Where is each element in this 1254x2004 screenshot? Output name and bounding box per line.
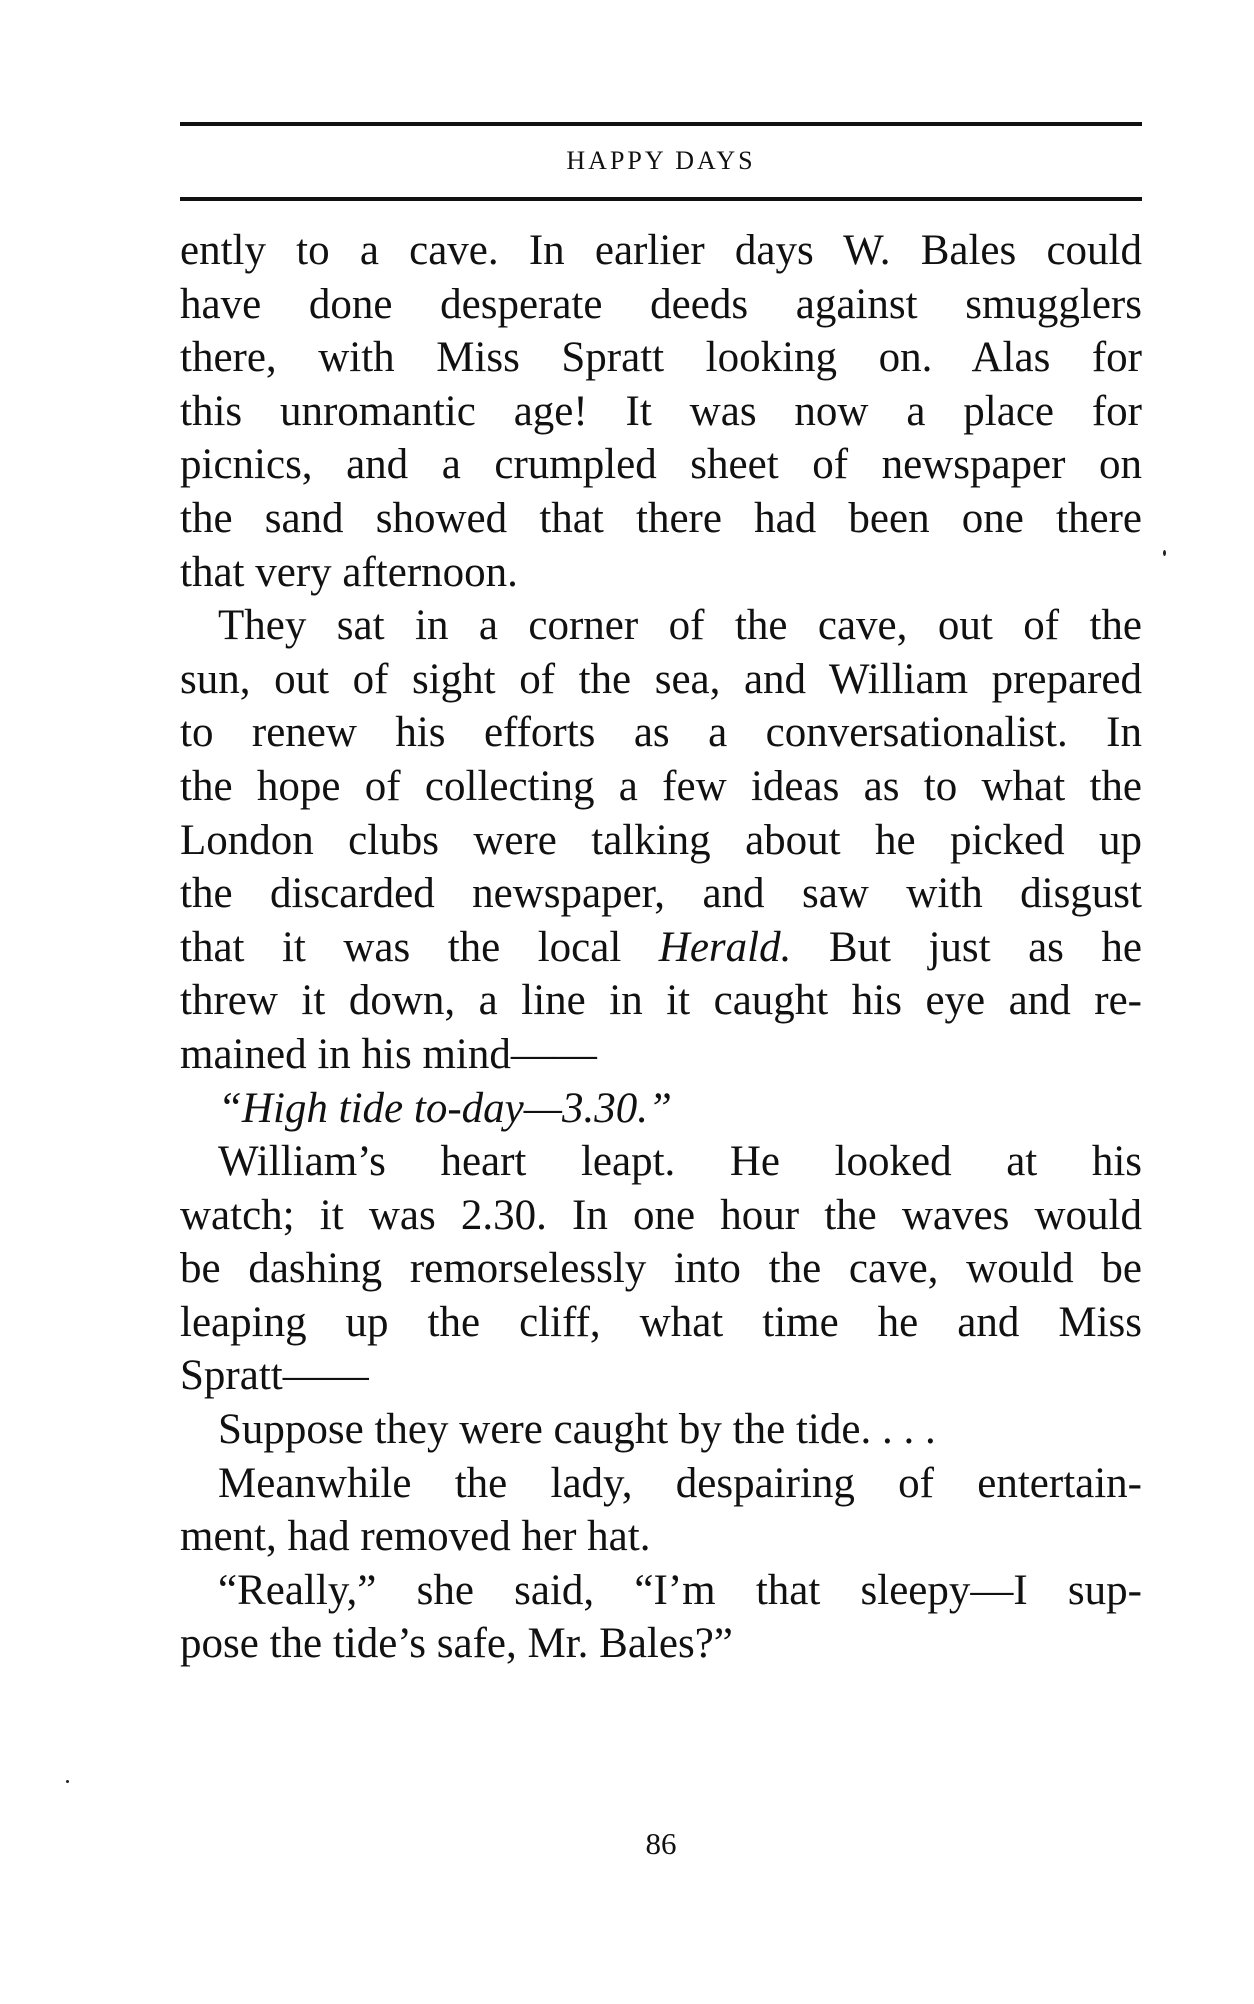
- ink-speck: [66, 1780, 69, 1783]
- text-line: sun, out of sight of the sea, and William prepared: [180, 655, 1142, 703]
- text-line: that it was the local Herald. But just as he: [180, 923, 1142, 971]
- text-line: “Really,” she said, “I’m that sleepy—I sup-: [218, 1566, 1142, 1614]
- text-line: this unromantic age! It was now a place for: [180, 387, 1142, 435]
- text-line: threw it down, a line in it caught his eye and re-: [180, 977, 1142, 1025]
- quoted-headline: “High tide to-day—3.30.”: [218, 1084, 672, 1132]
- text-line: have done desperate deeds against smugglers: [180, 280, 1142, 328]
- text-line: watch; it was 2.30. In one hour the waves would: [180, 1191, 1142, 1239]
- page-number: 86: [645, 1826, 677, 1861]
- text-line: that very afternoon.: [180, 548, 518, 596]
- text-line: ently to a cave. In earlier days W. Bales could: [180, 227, 1142, 274]
- text-line: Spratt——: [180, 1352, 369, 1400]
- text-line: picnics, and a crumpled sheet of newspaper on: [180, 441, 1142, 489]
- text-line: William’s heart leapt. He looked at his: [218, 1138, 1142, 1186]
- header-top-rule: [180, 122, 1142, 126]
- ink-speck: [1163, 550, 1166, 556]
- text-line: ment, had removed her hat.: [180, 1513, 651, 1561]
- running-head: HAPPY DAYS: [566, 146, 756, 175]
- text-line: Suppose they were caught by the tide. . . .: [218, 1406, 936, 1454]
- body-text: [180, 224, 1142, 1671]
- header-bottom-rule: [180, 197, 1142, 201]
- text-line: [180, 1082, 1142, 1136]
- text-line: there, with Miss Spratt looking on. Alas for: [180, 334, 1142, 382]
- text-line: the hope of collecting a few ideas as to what the: [180, 762, 1142, 810]
- text-line: pose the tide’s safe, Mr. Bales?”: [180, 1620, 733, 1668]
- newspaper-title: Herald.: [658, 923, 792, 971]
- text-line: the sand showed that there had been one there: [180, 494, 1142, 542]
- text-line: Meanwhile the lady, despairing of entertain-: [218, 1459, 1142, 1507]
- text-line: be dashing remorselessly into the cave, would be: [180, 1245, 1142, 1293]
- text-line: They sat in a corner of the cave, out of the: [218, 602, 1142, 650]
- text-line: London clubs were talking about he picked up: [180, 816, 1142, 864]
- text-line: mained in his mind——: [180, 1030, 597, 1078]
- text-line: the discarded newspaper, and saw with disgust: [180, 870, 1142, 918]
- text-line: leaping up the cliff, what time he and Miss: [180, 1298, 1142, 1346]
- text-line: to renew his efforts as a conversationalist. In: [180, 709, 1142, 757]
